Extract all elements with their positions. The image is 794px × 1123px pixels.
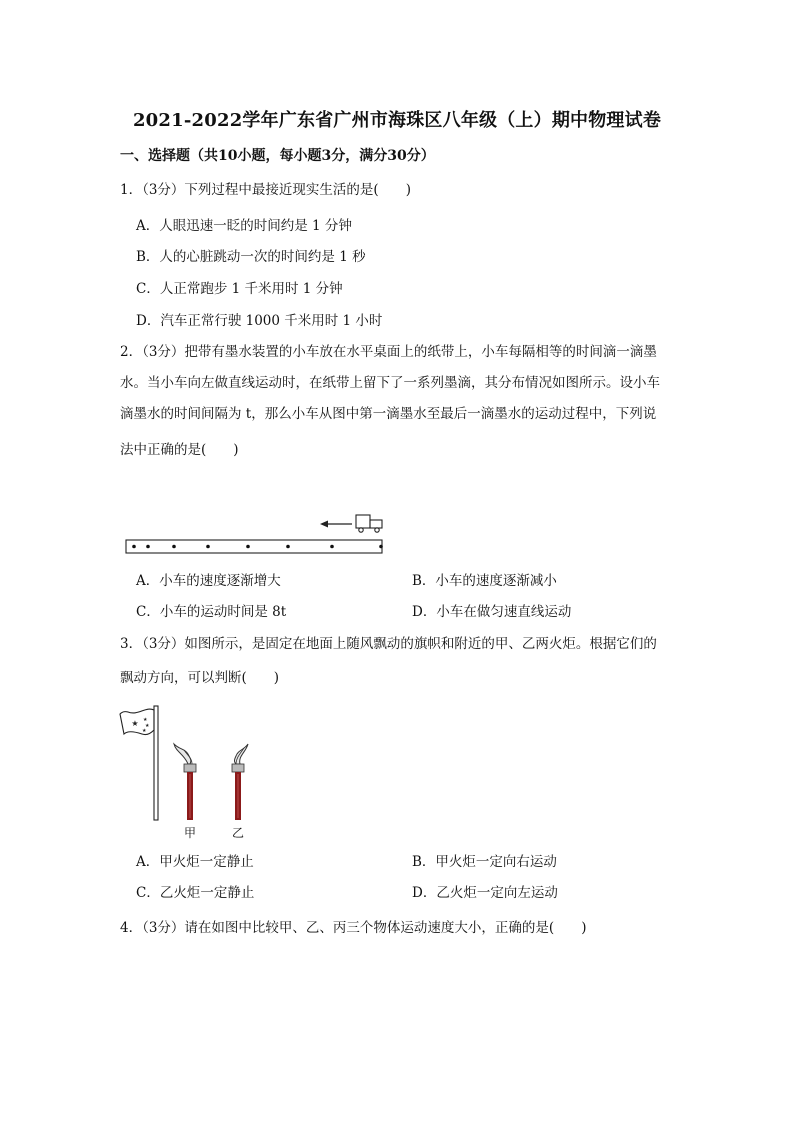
svg-text:★: ★ xyxy=(145,723,150,729)
torch-jia-label: 甲 xyxy=(184,826,197,840)
question-4-stem: 4．（3分）请在如图中比较甲、乙、丙三个物体运动速度大小，正确的是( ) xyxy=(120,920,587,936)
q1-option-c: C．人正常跑步 1 千米用时 1 分钟 xyxy=(136,281,343,297)
svg-text:★: ★ xyxy=(142,728,147,734)
q3-option-c: C．乙火炬一定静止 xyxy=(136,885,255,901)
q3-option-b: B．甲火炬一定向右运动 xyxy=(412,854,557,870)
q2-option-d: D．小车在做匀速直线运动 xyxy=(412,604,572,620)
torch-yi-icon xyxy=(232,744,248,820)
question-2-stem-line-3: 滴墨水的时间间隔为 t，那么小车从图中第一滴墨水至最后一滴墨水的运动过程中，下列说 xyxy=(120,406,657,422)
q1-option-d: D．汽车正常行驶 1000 千米用时 1 小时 xyxy=(136,313,383,329)
torch-yi-label: 乙 xyxy=(232,826,245,840)
cart-icon xyxy=(356,515,382,532)
flag-icon xyxy=(120,706,158,820)
ink-drop xyxy=(379,545,383,549)
svg-text:★: ★ xyxy=(131,719,139,728)
question-2-stem-line-1: 2．（3分）把带有墨水装置的小车放在水平桌面上的纸带上，小车每隔相等的时间滴一滴墨 xyxy=(120,344,657,360)
q1-option-a: A．人眼迅速一眨的时间约是 1 分钟 xyxy=(136,218,352,234)
question-3-stem-line-2: 飘动方向，可以判断( ) xyxy=(120,670,280,686)
question-1-stem: 1．（3分）下列过程中最接近现实生活的是( ) xyxy=(120,182,411,198)
question-2-stem-line-2: 水。当小车向左做直线运动时，在纸带上留下了一系列墨滴，其分布情况如图所示。设小车 xyxy=(120,375,660,391)
q3-option-a: A．甲火炬一定静止 xyxy=(136,854,254,870)
q2-option-a: A．小车的速度逐渐增大 xyxy=(136,573,281,589)
ink-drop xyxy=(330,545,334,549)
ink-drop xyxy=(286,545,290,549)
q3-option-d: D．乙火炬一定向左运动 xyxy=(412,885,558,901)
section-heading: 一、选择题（共10小题，每小题3分，满分30分） xyxy=(120,148,435,164)
ink-drop xyxy=(246,545,250,549)
question-3-stem-line-1: 3．（3分）如图所示，是固定在地面上随风飘动的旗帜和附近的甲、乙两火炬。根据它们的 xyxy=(120,636,657,652)
ink-drop xyxy=(172,545,176,549)
q2-option-b: B．小车的速度逐渐减小 xyxy=(412,573,557,589)
svg-text:★: ★ xyxy=(143,717,148,723)
ink-drop xyxy=(132,545,136,549)
page-title: 2021-2022学年广东省广州市海珠区八年级（上）期中物理试卷 xyxy=(132,110,662,131)
cart-arrow xyxy=(320,521,352,528)
flag-torch-figure xyxy=(118,704,258,824)
ink-drops xyxy=(132,545,383,549)
paper-tape xyxy=(126,540,382,553)
ink-tape-figure xyxy=(120,508,390,558)
question-2-stem-line-4: 法中正确的是( ) xyxy=(120,442,239,458)
ink-drop xyxy=(206,545,210,549)
torch-jia-icon xyxy=(174,744,196,820)
q2-option-c: C．小车的运动时间是 8t xyxy=(136,604,287,620)
ink-drop xyxy=(146,545,150,549)
q1-option-b: B．人的心脏跳动一次的时间约是 1 秒 xyxy=(136,249,366,265)
